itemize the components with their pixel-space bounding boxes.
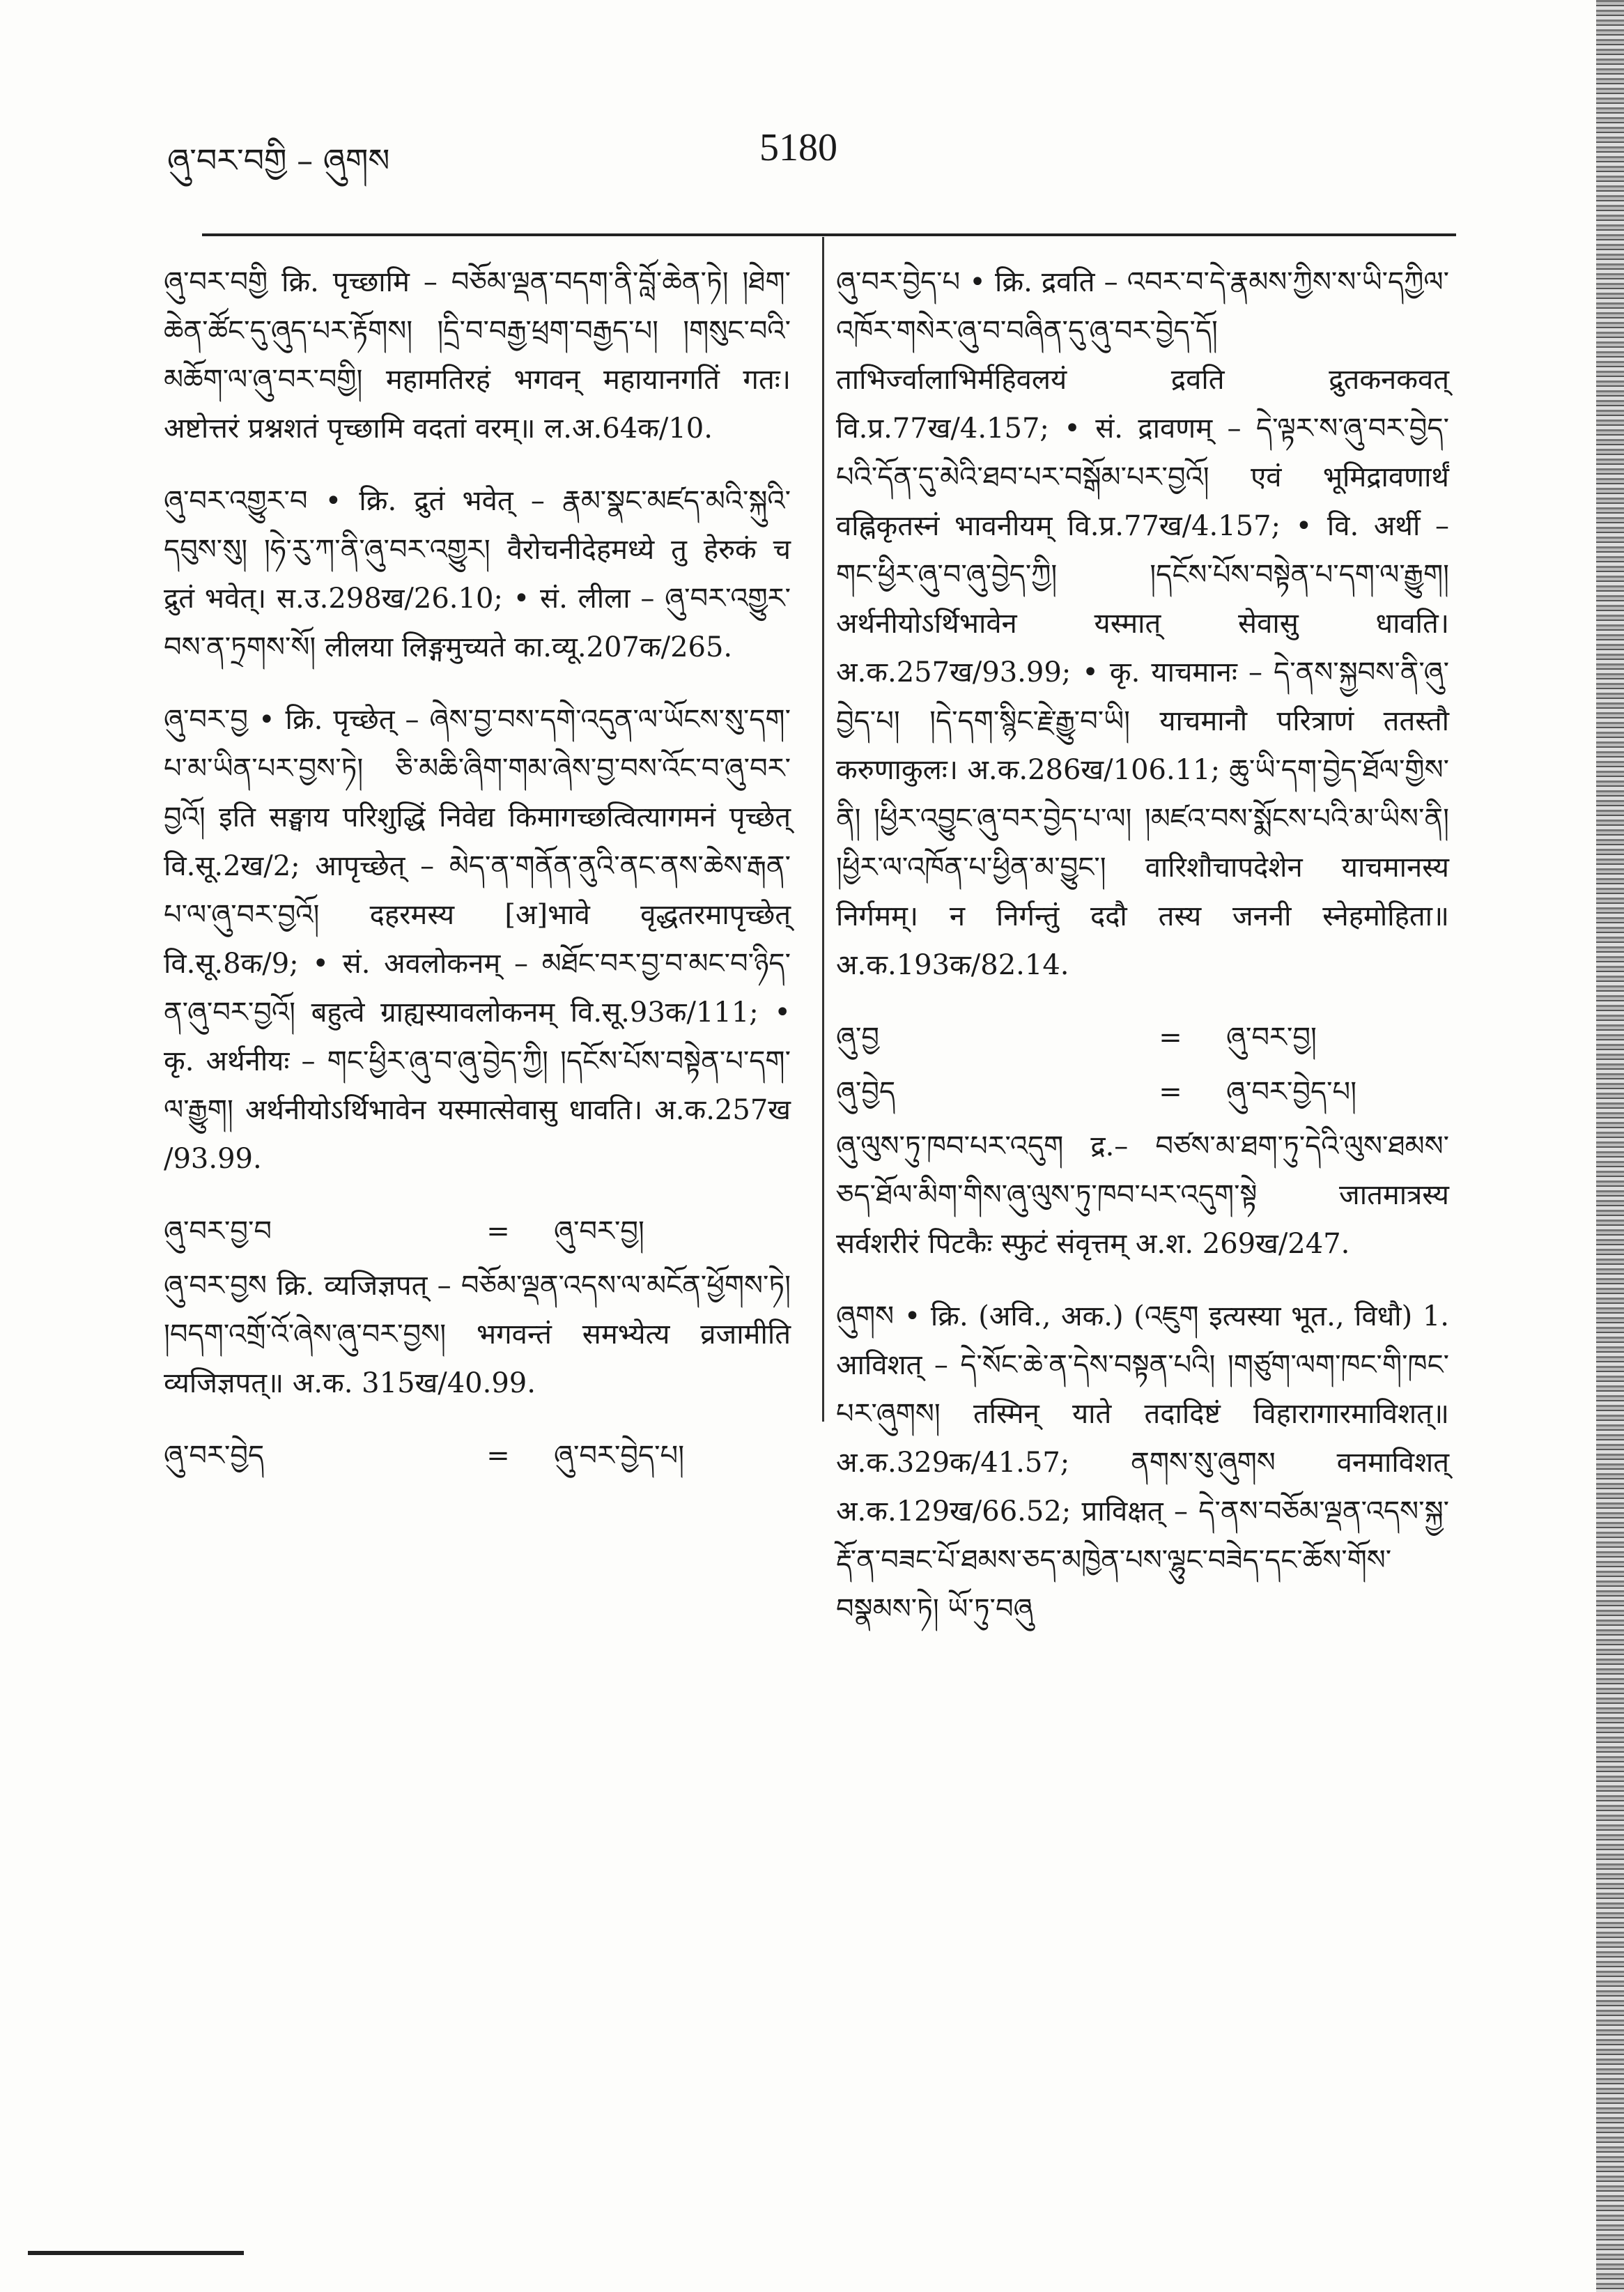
entry-text: ཞུ་བར་འགྱུར་བ • क्रि. द्रुतं भवेत् – རྣམ་སྣང་མཛད་མའི་སྐུའི་དབུས་སུ། །ཧེ་རུ་ཀ་ནི་ཞུ་བར་འགྱུར། वैरोचनीदेहमध्ये तु हेरुकं च द्रुतं भवेत्। स.उ.298ख/26.10; • सं. लीला – ཞུ་བར་འགྱུར་བས་ན་ཏྲགས་སོ། लीलया लिङ्गमुच्यते का.व्यू.207क/265. xyxy=(164,485,791,663)
column-divider xyxy=(822,237,824,1422)
cross-reference-sign: = xyxy=(1159,1022,1182,1054)
right-column xyxy=(836,258,1449,1657)
footer-rule xyxy=(28,2251,244,2255)
cross-reference-entry xyxy=(164,1431,791,1480)
cross-reference-head: ཞུ་བར་བྱ་བ xyxy=(164,1215,272,1247)
cross-reference-head: ཞུ་བར་བྱེད xyxy=(164,1440,265,1472)
cross-reference-target: ཞུ་བར་བྱ། xyxy=(1226,1022,1317,1054)
entry-text: ཞུགས • क्रि. (अवि., अक.) (འཇུག इत्यस्या भूत., विधौ) 1. आविशत् – དེ་སོང་ཆེ་ན་དེས་བསྟན་པའི། །གཙུག་ལག་ཁང་གི་ཁང་པར་ཞུགས། तस्मिन् याते तदादिष्टं विहारागारमाविशत्॥ अ.क.329क/41.57; ནགས་སུ་ཞུགས वनमाविशत् अ.क.129ख/66.52; प्राविक्षत् – དེ་ནས་བཅོམ་ལྡན་འདས་སྐྱ་རྡོ་ན་བཟང་པོ་ཐམས་ཅད་མཁྱེན་པས་ལྷུང་བཟེད་དང་ཆོས་གོས་བསྣམས་ཏེ། ཡོ་ཏུ་བཞུ xyxy=(836,1300,1449,1625)
cross-reference-head: ཞུ་བྱེད xyxy=(836,1076,896,1108)
entry-text: ཞུ་བར་བགྱི क्रि. पृच्छामि – བཅོམ་ལྡན་བདག་ནི་བློ་ཆེན་ཏེ། །ཐེག་ཆེན་ཚོང་དུ་ཞུད་པར་རྟོགས། །དྲི་བ་བརྒྱ་ཕྲག་བརྒྱད་པ། །གསུང་བའི་མཆོག་ལ་ཞུ་བར་བགྱི། महामतिरहं भगवन् महायानगतिं गतः। अष्टोत्तरं प्रश्नशतं पृच्छामि वदतां वरम्॥ ल.अ.64क/10. xyxy=(164,266,791,445)
entry-text: ཞུ་བར་བྱེད་པ • क्रि. द्रवति – འབར་བ་དེ་རྣམས་ཀྱིས་ས་ཡི་དཀྱིལ་འཁོར་གསེར་ཞུ་བ་བཞིན་དུ་ཞུ་བར་བྱེད་དོ། ताभिर्ज्वालाभिर्महिवलयं द्रवति द्रुतकनकवत् वि.प्र.77ख/4.157; • सं. द्रावणम् – དེ་ལྟར་ས་ཞུ་བར་བྱེད་པའི་དོན་དུ་མེའི་ཐབ་པར་བསྒོམ་པར་བྱའོ། एवं भूमिद्रावणार्थं वह्निकृतस्नं भावनीयम् वि.प्र.77ख/4.157; • वि. अर्थी – གང་ཕྱིར་ཞུ་བ་ཞུ་བྱེད་ཀྱི། །དངོས་པོས་བསྟེན་པ་དག་ལ་རྒྱུག། अर्थनीयोऽर्थिभावेन यस्मात् सेवासु धावति। अ.क.257ख/93.99; • कृ. याचमानः – དེ་ནས་སྐྱབས་ནི་ཞུ་བྱེད་པ། །དེ་དག་སྙིང་རྗེ་རྒྱུ་བ་ཡི། याचमानौ परित्राणं ततस्तौ करुणाकुलः। अ.क.286ख/106.11; ཆུ་ཡི་དག་བྱེད་ཐོལ་གྱིས་ནི། །ཕྱིར་འབྱུང་ཞུ་བར་བྱེད་པ་ལ། །མཛའ་བས་སྨོངས་པའི་མ་ཡིས་ནི། །ཕྱིར་ལ་འཁོན་པ་ཕྱིན་མ་བྱུང་། वारिशौचापदेशेन याचमानस्य निर्गमम्। न निर्गन्तुं ददौ तस्य जननी स्नेहमोहिता॥ अ.क.193क/82.14. xyxy=(836,266,1449,981)
cross-reference-entry xyxy=(836,1068,1449,1116)
cross-reference-entry xyxy=(164,1207,791,1256)
cross-reference-sign: = xyxy=(486,1440,510,1472)
cross-reference-sign: = xyxy=(486,1215,510,1247)
cross-reference-target: ཞུ་བར་བྱེད་པ། xyxy=(554,1440,685,1472)
left-column xyxy=(164,258,791,1486)
cross-reference-sign: = xyxy=(1159,1076,1182,1108)
header-rule xyxy=(202,233,1456,236)
entry-text: ཞུ་བར་བྱས क्रि. व्यजिज्ञपत् – བཅོམ་ལྡན་འདས་ལ་མངོན་ཕྱོགས་ཏེ། །བདག་འགྲོ་འོ་ཞེས་ཞུ་བར་བྱས། भगवन्तं समभ्येत्य व्रजामीति व्यजिज्ञपत्॥ अ.क. 315ख/40.99. xyxy=(164,1270,791,1399)
running-head: ཞུ་བར་བགྱི – ཞུགས xyxy=(167,141,390,179)
dictionary-entry xyxy=(836,1122,1449,1268)
dictionary-entry xyxy=(164,695,791,1183)
dictionary-entry xyxy=(164,1261,791,1408)
dictionary-entry xyxy=(164,477,791,672)
scan-edge xyxy=(1596,0,1624,2292)
cross-reference-target: ཞུ་བར་བྱེད་པ། xyxy=(1226,1076,1357,1108)
cross-reference-head: ཞུ་བྱ xyxy=(836,1022,880,1054)
entry-text: ཞུ་ལུས་ཏུ་ཁབ་པར་འདུག द्र.– བཙས་མ་ཐག་ཏུ་དེའི་ལུས་ཐམས་ཅད་ཐོལ་མིག་གིས་ཞུ་ལུས་ཏུ་ཁབ་པར་འདུག་སྟེ जातमात्रस्य सर्वशरीरं पिटकैः स्फुटं संवृत्तम् अ.श. 269ख/247. xyxy=(836,1130,1449,1260)
cross-reference-entry xyxy=(836,1013,1449,1062)
dictionary-entry xyxy=(836,1292,1449,1633)
dictionary-entry xyxy=(164,258,791,453)
entry-text: ཞུ་བར་བྱ • क्रि. पृच्छेत् – ཞེས་བྱ་བས་དགེ་འདུན་ལ་ཡོངས་སུ་དག་པ་མ་ཡིན་པར་བྱས་ཏེ། ཅི་མཆི་ཞིག་གམ་ཞེས་བྱ་བས་འོང་བ་ཞུ་བར་བྱའོ། इति सङ्घाय परिशुद्धिं निवेद्य किमागच्छत्वित्यागमनं पृच्छेत् वि.सू.2ख/2; आपृच्छेत् – མེད་ན་གནོན་ནུའི་ནང་ནས་ཆེས་རྒན་པ་ལ་ཞུ་བར་བྱའོ། दहरमस्य [अ]भावे वृद्धतरमापृच्छेत् वि.सू.8क/9; • सं. अवलोकनम् – མཐོང་བར་བྱ་བ་མང་བ་ཉིད་ན་ཞུ་བར་བྱའོ། बहुत्वे ग्राह्यस्यावलोकनम् वि.सू.93क/111; • कृ. अर्थनीयः – གང་ཕྱིར་ཞུ་བ་ཞུ་བྱེད་ཀྱི། །དངོས་པོས་བསྟེན་པ་དག་ལ་རྒྱུག། अर्थनीयोऽर्थिभावेन यस्मात्सेवासु धावति। अ.क.257ख /93.99. xyxy=(164,704,791,1175)
cross-reference-target: ཞུ་བར་བྱ། xyxy=(554,1215,644,1247)
page-number: 5180 xyxy=(759,126,837,169)
dictionary-entry xyxy=(836,258,1449,990)
